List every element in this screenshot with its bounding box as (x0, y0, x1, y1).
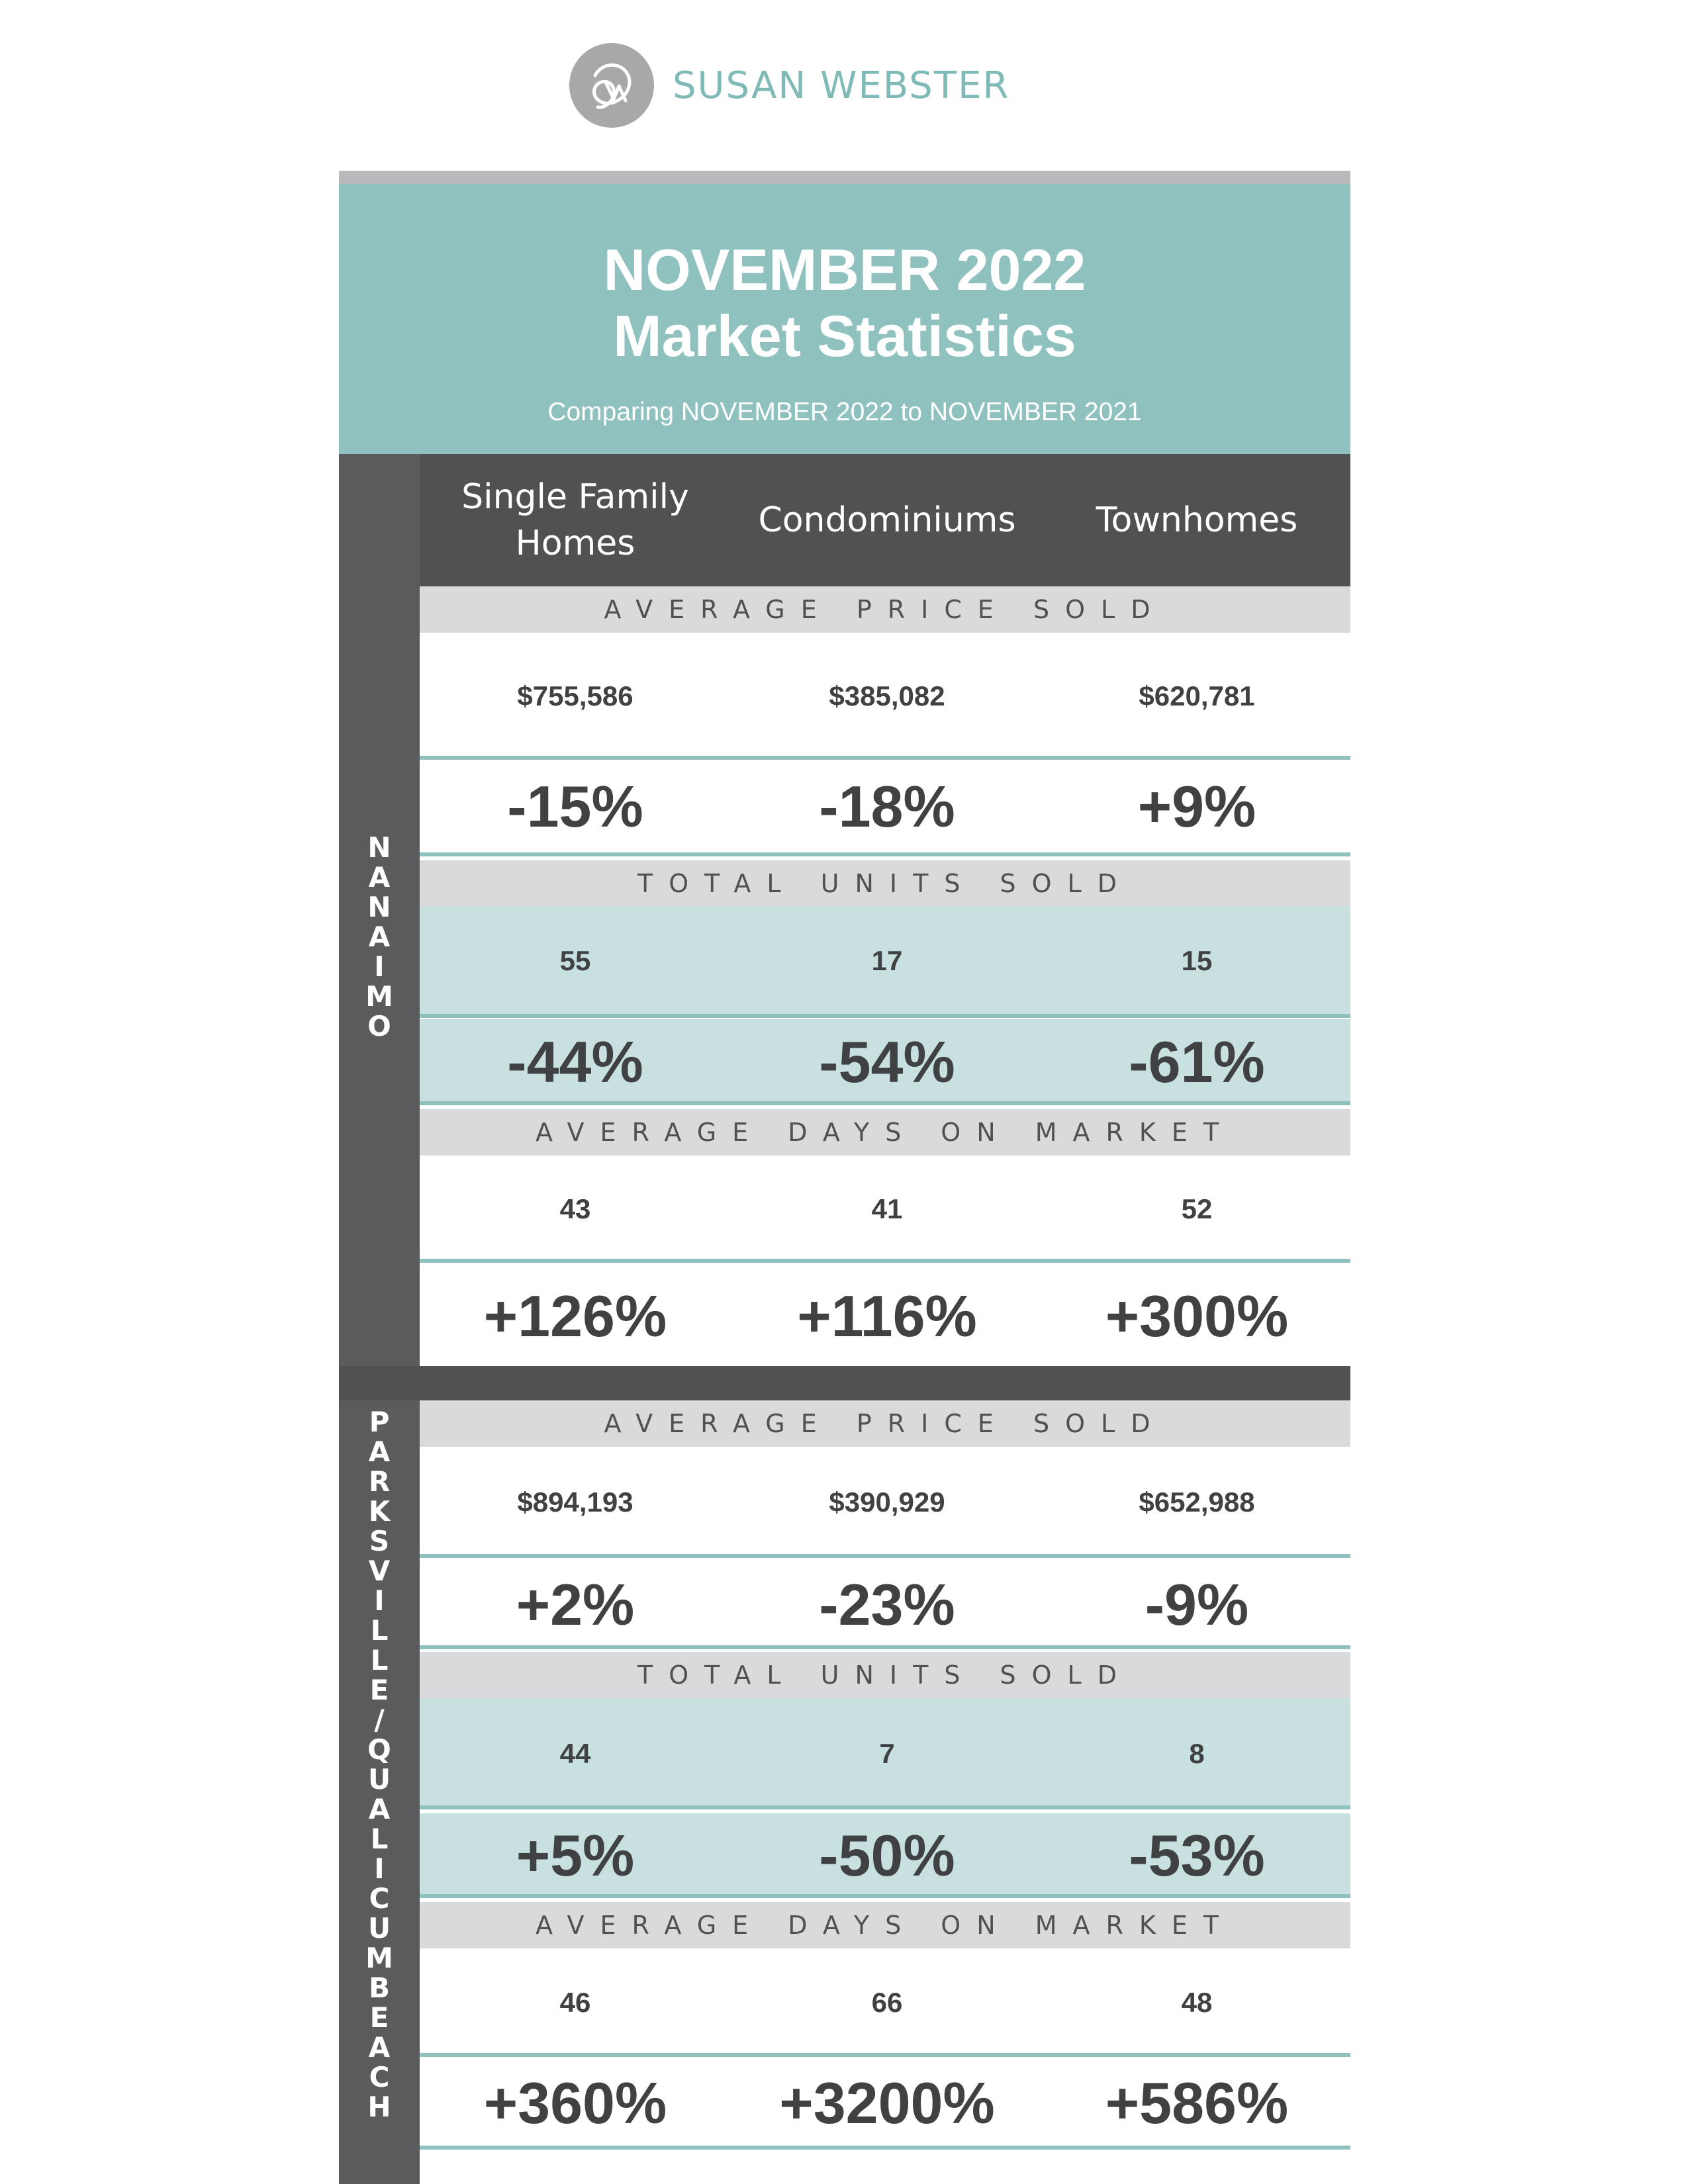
section-label: TOTAL UNITS SOLD (420, 1652, 1350, 1698)
stat-value: 7 (879, 1738, 895, 1769)
stat-value: 17 (871, 945, 903, 976)
change-row (420, 1019, 1350, 1105)
stat-value: 41 (871, 1193, 903, 1224)
region-label-letter: M (365, 980, 393, 1013)
column-headers (420, 454, 1350, 586)
stat-value: 43 (559, 1193, 591, 1224)
stat-value: 8 (1189, 1738, 1205, 1769)
region-label-letter: I (374, 1852, 385, 1885)
stat-change: -18% (819, 774, 955, 839)
stat-change: -50% (819, 1823, 955, 1888)
stat-value: $620,781 (1139, 680, 1255, 711)
region-label-parksville (339, 1407, 420, 2122)
stat-change: -54% (819, 1029, 955, 1095)
value-row (420, 633, 1350, 760)
region-label-letter: C (369, 2061, 390, 2093)
region-label-letter: I (374, 950, 385, 983)
region-label-letter: P (369, 1406, 390, 1438)
row-separator (420, 1259, 1350, 1263)
stat-change: +5% (516, 1823, 635, 1888)
region-label-letter: S (369, 1525, 390, 1557)
page-title: NOVEMBER 2022 (603, 237, 1086, 302)
stat-change: +126% (483, 1283, 667, 1349)
stat-change: +300% (1105, 1283, 1289, 1349)
stat-change: +360% (483, 2070, 667, 2136)
stat-change: +586% (1105, 2070, 1289, 2136)
region-label-nanaimo (339, 833, 420, 1041)
region-label-letter: N (367, 891, 391, 923)
column-header-single-family: Single Family Homes (461, 477, 689, 563)
change-row (420, 764, 1350, 850)
region-divider (339, 1366, 1350, 1400)
region-label-letter: A (368, 921, 391, 953)
section-label: TOTAL UNITS SOLD (420, 860, 1350, 907)
column-header-townhomes: Townhomes (1096, 500, 1298, 540)
region-label-letter: E (369, 1674, 389, 1706)
region-label-letter: B (368, 1972, 390, 2004)
stat-value: $390,929 (829, 1486, 945, 1518)
region-label-letter: L (370, 1823, 389, 1855)
value-row (420, 907, 1350, 1015)
change-row (420, 1267, 1350, 1366)
value-row (420, 1447, 1350, 1558)
row-separator (420, 2146, 1350, 2150)
market-statistics-card (339, 171, 1350, 2184)
monogram-logo-icon (569, 43, 654, 128)
row-separator (420, 1554, 1350, 1558)
brand-name: SUSAN WEBSTER (673, 64, 1010, 107)
stat-change: -61% (1129, 1029, 1265, 1095)
row-separator (420, 1101, 1350, 1105)
region-label-letter: A (368, 2031, 391, 2064)
stat-value: $385,082 (829, 680, 945, 711)
stat-value: 46 (559, 1987, 591, 2018)
brand-header (569, 42, 1009, 128)
stat-change: +2% (516, 1572, 635, 1637)
value-row (420, 1948, 1350, 2057)
section-label: AVERAGE DAYS ON MARKET (420, 1902, 1350, 1948)
region-label-letter: H (367, 2091, 391, 2123)
region-label-letter: K (368, 1495, 391, 1527)
region-label-letter: Q (367, 1733, 391, 1766)
page-subtitle-title: Market Statistics (613, 303, 1076, 369)
stat-value: 52 (1181, 1193, 1213, 1224)
row-separator (420, 1014, 1350, 1018)
region-label-letter: A (368, 861, 391, 893)
stat-change: +9% (1137, 774, 1256, 839)
stat-value: 55 (559, 945, 591, 976)
value-row (420, 1698, 1350, 1809)
region-label-letter: C (369, 1882, 390, 1915)
stat-value: $894,193 (517, 1486, 633, 1518)
region-label-letter: U (367, 1763, 391, 1796)
change-row (420, 1562, 1350, 1648)
stat-change: -53% (1129, 1823, 1265, 1888)
row-separator (420, 1645, 1350, 1649)
stat-change: -15% (507, 774, 643, 839)
stat-change: -44% (507, 1029, 643, 1095)
region-label-letter: M (365, 1942, 393, 1974)
stat-value: $652,988 (1139, 1486, 1255, 1518)
stat-value: 44 (559, 1738, 591, 1769)
stat-value: 66 (871, 1987, 903, 2018)
region-label-letter: / (374, 1704, 385, 1736)
comparison-caption: Comparing NOVEMBER 2022 to NOVEMBER 2021 (547, 398, 1142, 426)
row-separator (420, 756, 1350, 760)
section-label: AVERAGE DAYS ON MARKET (420, 1109, 1350, 1156)
region-label-letter: A (368, 1793, 391, 1825)
row-separator (420, 1894, 1350, 1898)
stat-value: $755,586 (517, 680, 633, 711)
top-strip (339, 171, 1350, 184)
change-row (420, 2061, 1350, 2146)
region-label-letter: N (367, 831, 391, 864)
row-separator (420, 852, 1350, 856)
stat-change: -9% (1145, 1572, 1249, 1637)
value-row (420, 1156, 1350, 1263)
stat-value: 15 (1181, 945, 1213, 976)
region-label-letter: L (370, 1644, 389, 1676)
region-label-letter: R (368, 1465, 391, 1498)
stat-value: 48 (1181, 1987, 1213, 2018)
region-label-letter: U (367, 1912, 391, 1944)
row-separator (420, 2053, 1350, 2057)
change-row (420, 1813, 1350, 1898)
section-label: AVERAGE PRICE SOLD (420, 1400, 1350, 1447)
region-label-letter: V (368, 1555, 391, 1587)
region-label-letter: E (369, 2001, 389, 2034)
region-label-letter: L (370, 1614, 389, 1647)
title-band (339, 184, 1350, 454)
section-label: AVERAGE PRICE SOLD (420, 586, 1350, 633)
region-label-letter: O (367, 1010, 391, 1042)
stat-change: -23% (819, 1572, 955, 1637)
stat-change: +116% (797, 1283, 977, 1349)
region-label-letter: A (368, 1435, 391, 1468)
region-label-letter: I (374, 1584, 385, 1617)
stat-change: +3200% (779, 2070, 995, 2136)
column-header-condominiums: Condominiums (758, 500, 1016, 540)
row-separator (420, 1805, 1350, 1809)
